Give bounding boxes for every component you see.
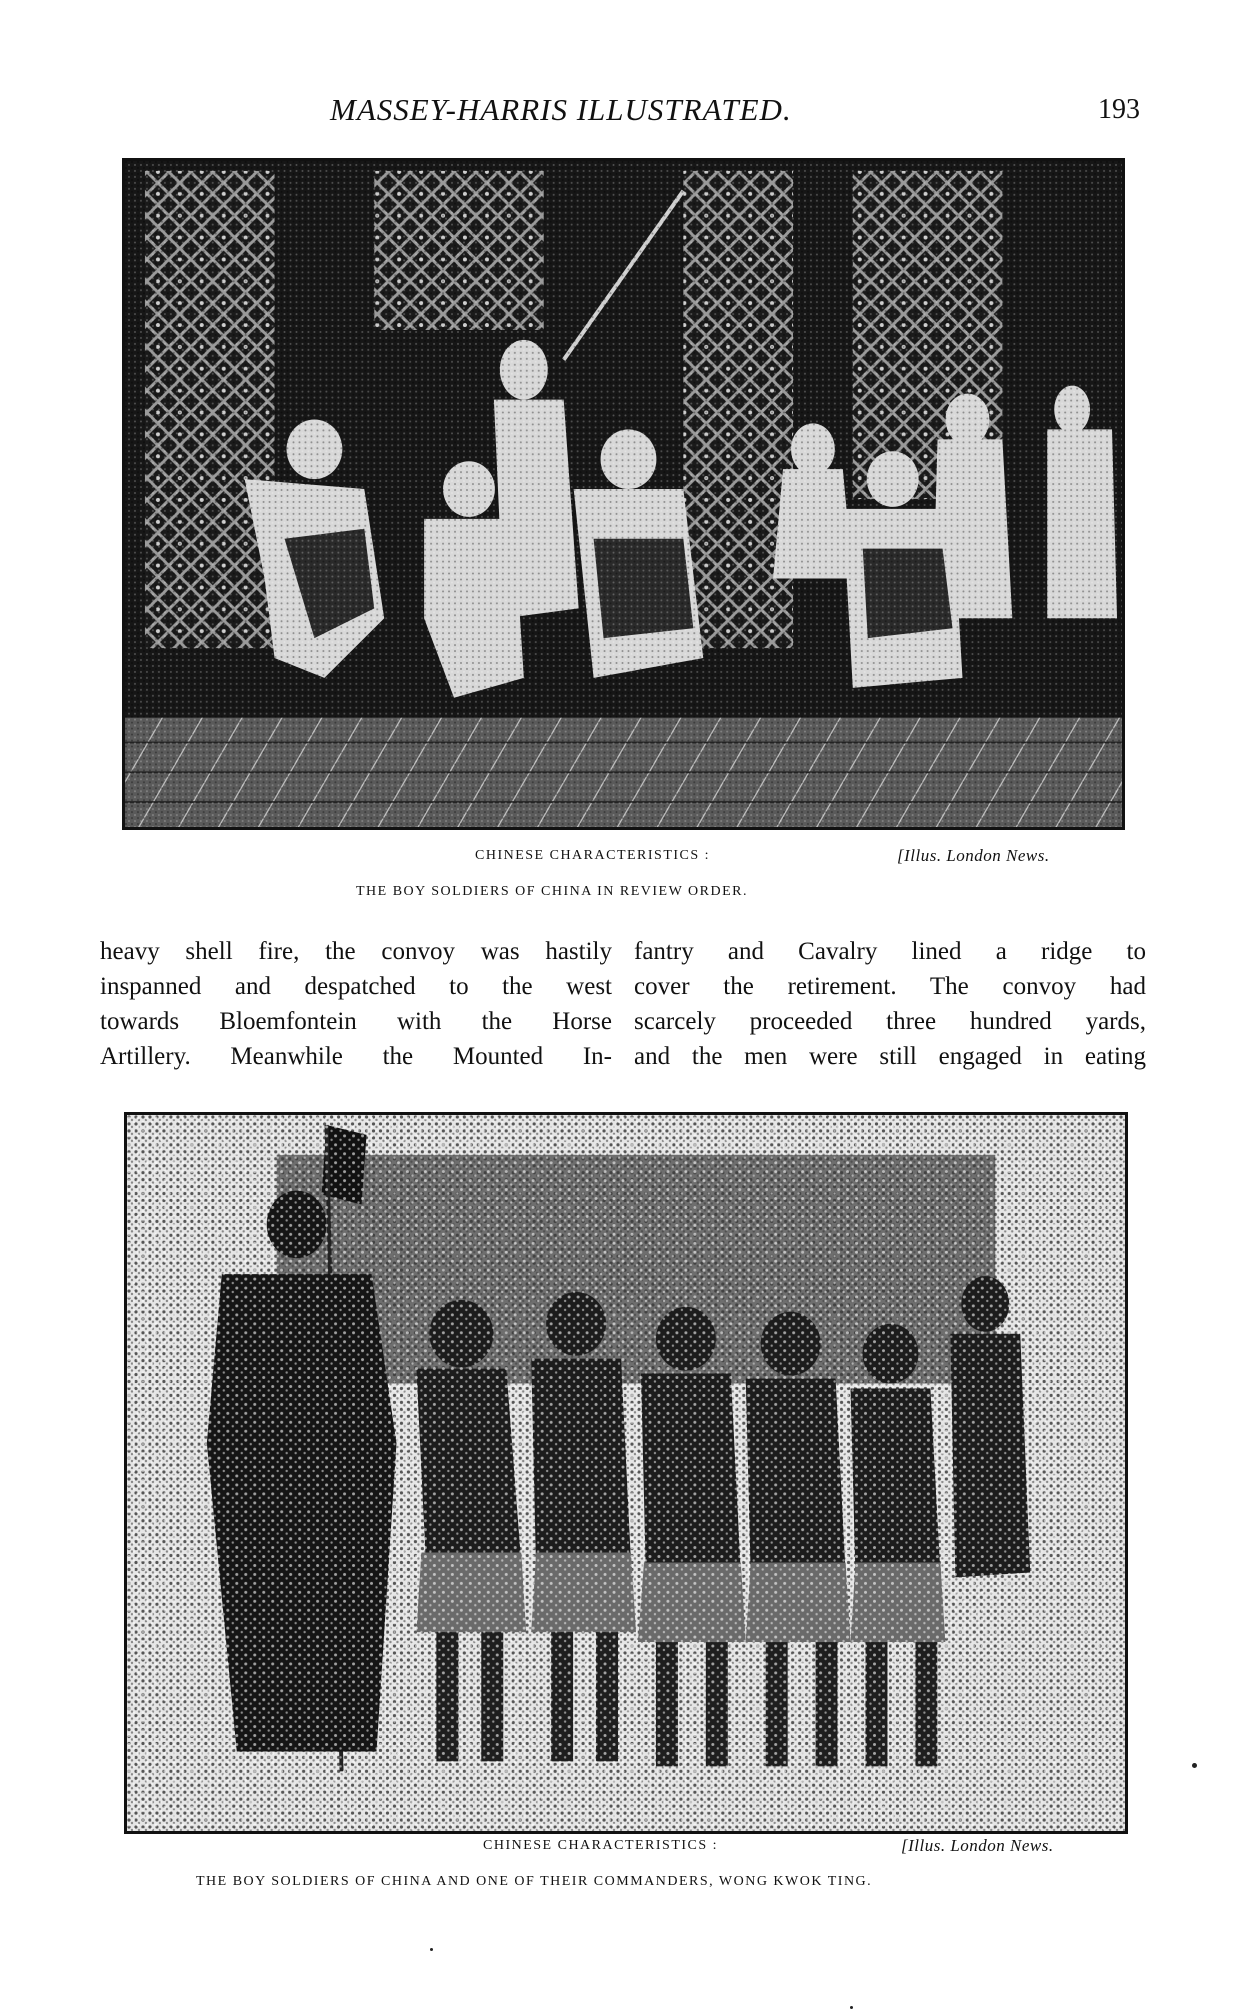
figure-1-caption-label: CHINESE CHARACTERISTICS : — [475, 848, 711, 863]
figure-2-caption — [0, 1838, 1247, 1898]
figure-1-caption — [0, 848, 1247, 908]
left-column-line: Artillery. Meanwhile the Mounted In- — [100, 1043, 612, 1070]
figure-2-subtitle: THE BOY SOLDIERS OF CHINA AND ONE OF THEIR COMMANDERS, WONG KWOK TING. — [196, 1874, 873, 1889]
figure-2-credit: [Illus. London News. — [901, 1836, 1054, 1855]
right-column — [634, 934, 1146, 1074]
print-speck — [430, 1948, 433, 1951]
left-column — [100, 934, 612, 1074]
running-title: MASSEY-HARRIS ILLUSTRATED. — [330, 92, 792, 127]
body-text-columns — [100, 934, 1146, 1074]
photograph-boy-soldiers-commander-image — [127, 1115, 1125, 1831]
figure-2-caption-label: CHINESE CHARACTERISTICS : — [483, 1838, 719, 1853]
right-column-line: and the men were still engaged in eating — [634, 1043, 1146, 1070]
figure-1-credit: [Illus. London News. — [897, 846, 1050, 865]
left-column-line: heavy shell fire, the convoy was hastily — [100, 938, 612, 965]
print-speck — [1192, 1763, 1197, 1768]
print-speck — [850, 2006, 853, 2009]
page-number: 193 — [1098, 94, 1140, 125]
right-column-line: cover the retirement. The convoy had — [634, 973, 1146, 1000]
left-column-line: inspanned and despatched to the west — [100, 973, 612, 1000]
figure-1-subtitle: THE BOY SOLDIERS OF CHINA IN REVIEW ORDER. — [356, 884, 748, 899]
right-column-line: scarcely proceeded three hundred yards, — [634, 1008, 1146, 1035]
right-column-line: fantry and Cavalry lined a ridge to — [634, 938, 1146, 965]
photograph-boy-soldiers-commander — [124, 1112, 1128, 1834]
photograph-review-order-image — [125, 161, 1122, 827]
left-column-line: towards Bloemfontein with the Horse — [100, 1008, 612, 1035]
photograph-review-order — [122, 158, 1125, 830]
page-header — [0, 92, 1247, 132]
